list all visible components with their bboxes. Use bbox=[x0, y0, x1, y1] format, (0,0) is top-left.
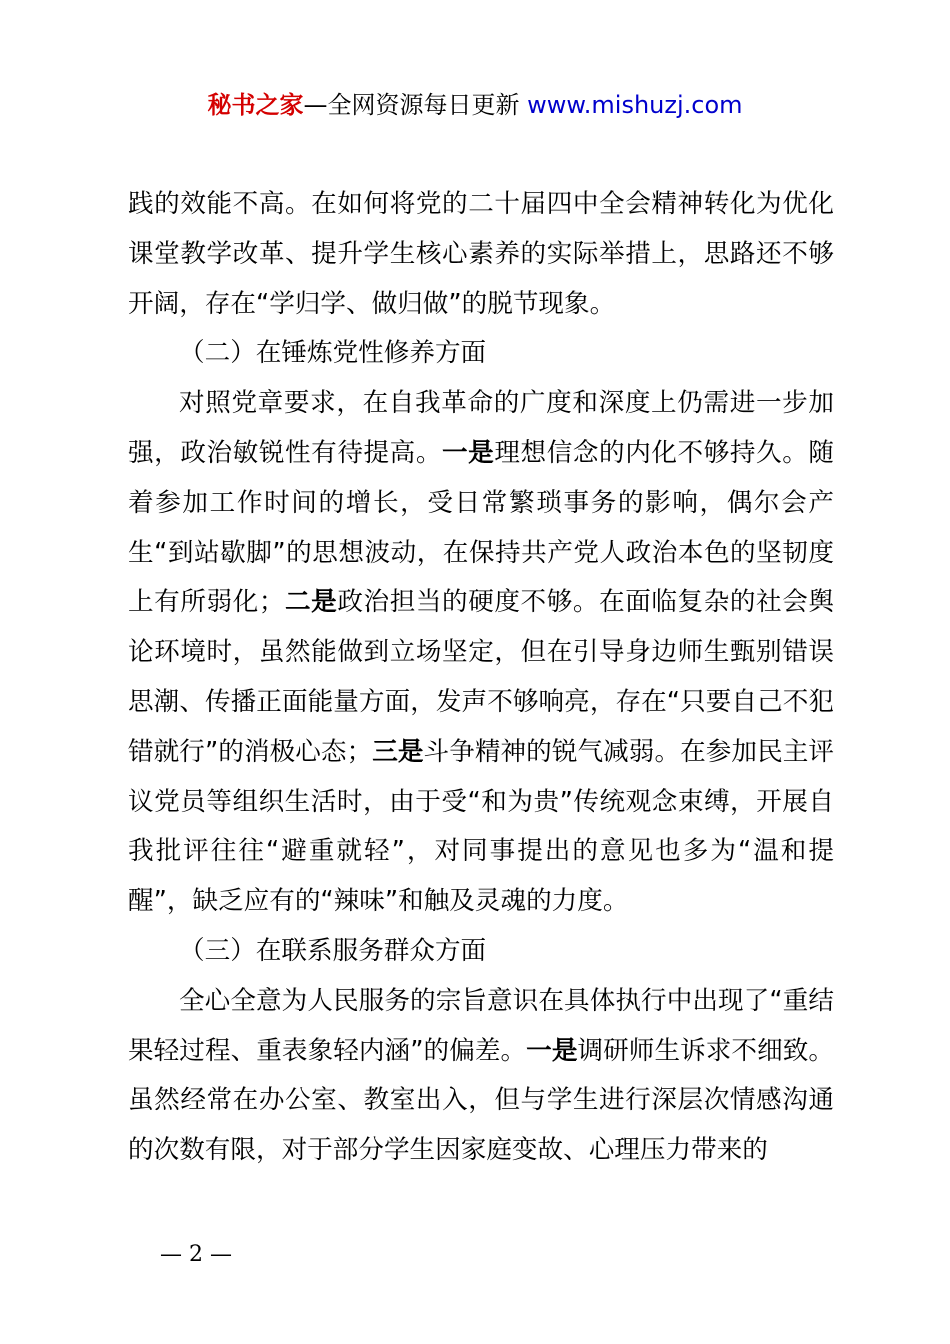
paragraph-intro: 全心全意为人民服务的宗旨意识在具体执行中出现了“重结果轻过程、重表象轻内涵”的偏差。 bbox=[128, 985, 834, 1066]
document-body bbox=[128, 180, 834, 1176]
paragraph-intro: 对照党章要求，在自我革命的广度和深度上仍需进一步加强，政治敏锐性有待提高。 bbox=[128, 388, 834, 468]
point-text-1: 理想信念的内化不够持久。随着参加工作时间的增长，受日常繁琐事务的影响，偶尔会产生“到站歇脚”的思想波动，在保持共产党人政治本色的坚韧度上有所弱化； bbox=[128, 437, 834, 618]
paragraph-serving-masses bbox=[128, 977, 834, 1176]
paragraph-party-spirit bbox=[128, 379, 834, 927]
point-text-2: 政治担当的硬度不够。在面临复杂的社会舆论环境时，虽然能做到立场坚定，但在引导身边师生甄别错误思潮、传播正面能量方面，发声不够响亮，存在“只要自己不犯错就行”的消极心态； bbox=[128, 587, 834, 767]
point-lead-3: 三是 bbox=[372, 736, 424, 767]
point-lead-1: 一是 bbox=[526, 1035, 578, 1066]
point-text-3: 斗争精神的锐气减弱。在参加民主评议党员等组织生活时，由于受“和为贵”传统观念束缚，开展自我批评往往“避重就轻”，对同事提出的意见也多为“温和提醒”，缺乏应有的“辣味”和触及灵魂的力度。 bbox=[128, 736, 834, 917]
point-lead-2: 二是 bbox=[284, 587, 338, 618]
section-heading-serving-masses: （三）在联系服务群众方面 bbox=[179, 935, 487, 966]
site-tagline: —全网资源每日更新 bbox=[303, 91, 528, 119]
site-header bbox=[0, 88, 950, 122]
site-brand: 秘书之家 bbox=[207, 91, 304, 119]
section-heading-party-spirit: （二）在锤炼党性修养方面 bbox=[179, 338, 487, 369]
point-lead-1: 一是 bbox=[442, 437, 495, 468]
site-url-link[interactable]: www.mishuzj.com bbox=[527, 91, 743, 119]
point-text-1: 调研师生诉求不细致。虽然经常在办公室、教室出入，但与学生进行深层次情感沟通的次数有限，对于部分学生因家庭变故、心理压力带来的 bbox=[128, 1035, 834, 1166]
paragraph-continuation: 践的效能不高。在如何将党的二十届四中全会精神转化为优化课堂教学改革、提升学生核心素养的实际举措上，思路还不够开阔，存在“学归学、做归做”的脱节现象。 bbox=[128, 189, 834, 319]
page-number: — 2 — bbox=[160, 1242, 232, 1267]
